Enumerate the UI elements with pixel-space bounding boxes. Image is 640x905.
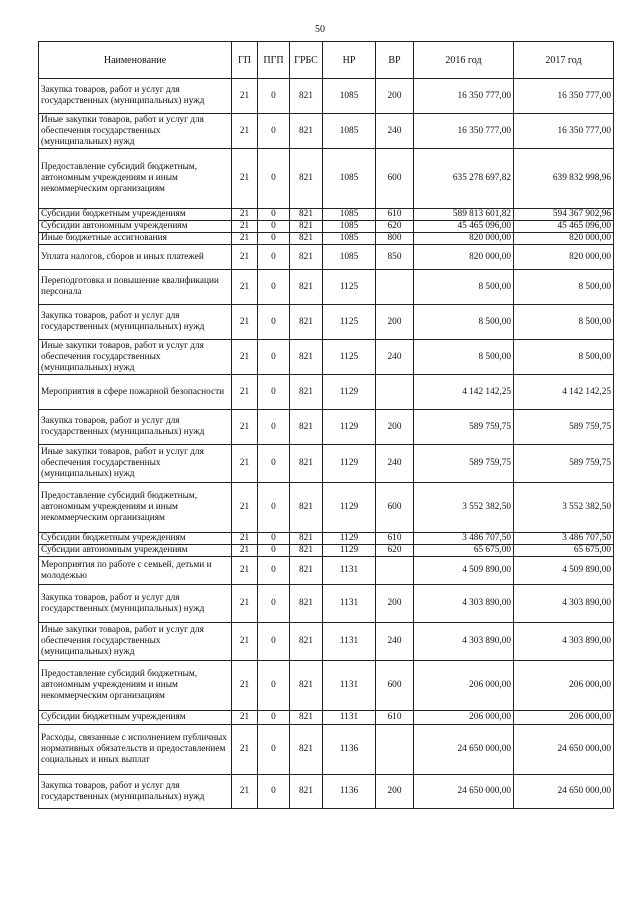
row-grbs: 821 <box>290 245 323 270</box>
table-row <box>39 410 614 445</box>
row-pgp: 0 <box>258 305 290 340</box>
row-vr: 620 <box>376 221 414 233</box>
row-gp: 21 <box>232 149 258 209</box>
row-vr: 200 <box>376 585 414 623</box>
header-pgp: ПГП <box>258 42 290 79</box>
page-number: 50 <box>315 24 325 35</box>
row-2017-amount: 8 500,00 <box>514 270 614 305</box>
row-gp: 21 <box>232 445 258 483</box>
row-pgp: 0 <box>258 149 290 209</box>
row-2017-amount: 65 675,00 <box>514 545 614 557</box>
row-vr: 200 <box>376 79 414 114</box>
row-2016-amount: 8 500,00 <box>414 270 514 305</box>
row-2017-amount: 45 465 096,00 <box>514 221 614 233</box>
row-2016-amount: 589 759,75 <box>414 410 514 445</box>
row-vr: 610 <box>376 533 414 545</box>
row-nr: 1129 <box>323 375 376 410</box>
row-pgp: 0 <box>258 79 290 114</box>
row-nr: 1125 <box>323 340 376 375</box>
table-row <box>39 221 614 233</box>
row-pgp: 0 <box>258 533 290 545</box>
row-vr: 620 <box>376 545 414 557</box>
row-2016-amount: 206 000,00 <box>414 711 514 725</box>
row-gp: 21 <box>232 375 258 410</box>
row-grbs: 821 <box>290 114 323 149</box>
row-grbs: 821 <box>290 305 323 340</box>
table-row <box>39 545 614 557</box>
row-gp: 21 <box>232 557 258 585</box>
row-grbs: 821 <box>290 545 323 557</box>
row-name: Предоставление субсидий бюджетным, автономным учреждениям и иным некоммерческим организациям <box>39 661 232 711</box>
row-2017-amount: 4 303 890,00 <box>514 623 614 661</box>
row-pgp: 0 <box>258 340 290 375</box>
row-grbs: 821 <box>290 711 323 725</box>
row-2016-amount: 24 650 000,00 <box>414 725 514 775</box>
row-2016-amount: 16 350 777,00 <box>414 114 514 149</box>
table-row <box>39 245 614 270</box>
row-grbs: 821 <box>290 209 323 221</box>
row-grbs: 821 <box>290 533 323 545</box>
header-2017: 2017 год <box>514 42 614 79</box>
row-gp: 21 <box>232 221 258 233</box>
row-pgp: 0 <box>258 483 290 533</box>
row-vr <box>376 270 414 305</box>
header-row <box>39 42 614 79</box>
row-nr: 1131 <box>323 623 376 661</box>
row-name: Закупка товаров, работ и услуг для государственных (муниципальных) нужд <box>39 585 232 623</box>
row-2017-amount: 24 650 000,00 <box>514 725 614 775</box>
row-nr: 1129 <box>323 445 376 483</box>
table-row <box>39 114 614 149</box>
row-grbs: 821 <box>290 445 323 483</box>
row-name: Переподготовка и повышение квалификации персонала <box>39 270 232 305</box>
row-vr <box>376 375 414 410</box>
header-gp: ГП <box>232 42 258 79</box>
row-nr: 1129 <box>323 533 376 545</box>
row-gp: 21 <box>232 711 258 725</box>
row-2017-amount: 24 650 000,00 <box>514 775 614 809</box>
table-row <box>39 483 614 533</box>
row-gp: 21 <box>232 725 258 775</box>
row-pgp: 0 <box>258 623 290 661</box>
row-vr: 200 <box>376 305 414 340</box>
table-row <box>39 340 614 375</box>
row-2017-amount: 16 350 777,00 <box>514 79 614 114</box>
row-name: Субсидии бюджетным учреждениям <box>39 533 232 545</box>
row-nr: 1085 <box>323 233 376 245</box>
row-2016-amount: 820 000,00 <box>414 233 514 245</box>
row-nr: 1085 <box>323 149 376 209</box>
row-2016-amount: 45 465 096,00 <box>414 221 514 233</box>
row-name: Уплата налогов, сборов и иных платежей <box>39 245 232 270</box>
row-name: Субсидии бюджетным учреждениям <box>39 209 232 221</box>
row-2016-amount: 3 486 707,50 <box>414 533 514 545</box>
row-pgp: 0 <box>258 585 290 623</box>
row-nr: 1085 <box>323 114 376 149</box>
row-vr: 200 <box>376 775 414 809</box>
row-nr: 1085 <box>323 209 376 221</box>
row-gp: 21 <box>232 775 258 809</box>
row-name: Предоставление субсидий бюджетным, автономным учреждениям и иным некоммерческим организациям <box>39 149 232 209</box>
row-vr: 800 <box>376 233 414 245</box>
row-pgp: 0 <box>258 545 290 557</box>
row-vr: 600 <box>376 661 414 711</box>
row-2016-amount: 8 500,00 <box>414 305 514 340</box>
budget-table <box>38 41 614 809</box>
row-2016-amount: 589 759,75 <box>414 445 514 483</box>
row-nr: 1131 <box>323 661 376 711</box>
row-vr: 240 <box>376 623 414 661</box>
row-grbs: 821 <box>290 775 323 809</box>
row-pgp: 0 <box>258 711 290 725</box>
row-vr <box>376 725 414 775</box>
row-2017-amount: 3 552 382,50 <box>514 483 614 533</box>
row-2017-amount: 820 000,00 <box>514 245 614 270</box>
table-row <box>39 585 614 623</box>
header-name: Наименование <box>39 42 232 79</box>
row-2017-amount: 594 367 902,96 <box>514 209 614 221</box>
table-row <box>39 445 614 483</box>
row-nr: 1129 <box>323 483 376 533</box>
row-pgp: 0 <box>258 233 290 245</box>
table-row <box>39 711 614 725</box>
row-name: Субсидии автономным учреждениям <box>39 545 232 557</box>
row-grbs: 821 <box>290 410 323 445</box>
row-vr: 200 <box>376 410 414 445</box>
row-2016-amount: 820 000,00 <box>414 245 514 270</box>
row-name: Закупка товаров, работ и услуг для государственных (муниципальных) нужд <box>39 305 232 340</box>
row-2017-amount: 8 500,00 <box>514 340 614 375</box>
row-2017-amount: 16 350 777,00 <box>514 114 614 149</box>
row-gp: 21 <box>232 305 258 340</box>
row-vr: 610 <box>376 209 414 221</box>
row-vr: 240 <box>376 114 414 149</box>
row-2016-amount: 635 278 697,82 <box>414 149 514 209</box>
row-name: Иные закупки товаров, работ и услуг для обеспечения государственных (муниципальных) нужд <box>39 114 232 149</box>
row-pgp: 0 <box>258 775 290 809</box>
row-vr <box>376 557 414 585</box>
row-pgp: 0 <box>258 114 290 149</box>
row-pgp: 0 <box>258 725 290 775</box>
row-pgp: 0 <box>258 209 290 221</box>
row-2017-amount: 3 486 707,50 <box>514 533 614 545</box>
row-pgp: 0 <box>258 661 290 711</box>
table-row <box>39 775 614 809</box>
row-gp: 21 <box>232 545 258 557</box>
row-2017-amount: 8 500,00 <box>514 305 614 340</box>
row-name: Субсидии автономным учреждениям <box>39 221 232 233</box>
row-grbs: 821 <box>290 585 323 623</box>
row-pgp: 0 <box>258 375 290 410</box>
row-name: Иные закупки товаров, работ и услуг для обеспечения государственных (муниципальных) нужд <box>39 445 232 483</box>
header-vr: ВР <box>376 42 414 79</box>
table-row <box>39 375 614 410</box>
row-name: Мероприятия в сфере пожарной безопасности <box>39 375 232 410</box>
row-2017-amount: 206 000,00 <box>514 711 614 725</box>
row-2017-amount: 4 142 142,25 <box>514 375 614 410</box>
row-grbs: 821 <box>290 725 323 775</box>
row-pgp: 0 <box>258 410 290 445</box>
table-row <box>39 209 614 221</box>
row-2017-amount: 4 509 890,00 <box>514 557 614 585</box>
row-name: Закупка товаров, работ и услуг для государственных (муниципальных) нужд <box>39 775 232 809</box>
row-name: Предоставление субсидий бюджетным, автономным учреждениям и иным некоммерческим организациям <box>39 483 232 533</box>
table-row <box>39 533 614 545</box>
row-name: Расходы, связанные с исполнением публичных нормативных обязательств и предоставлением социальных и иных выплат <box>39 725 232 775</box>
table-row <box>39 305 614 340</box>
header-nr: НР <box>323 42 376 79</box>
row-nr: 1131 <box>323 557 376 585</box>
row-pgp: 0 <box>258 557 290 585</box>
row-name: Иные бюджетные ассигнования <box>39 233 232 245</box>
row-grbs: 821 <box>290 623 323 661</box>
row-pgp: 0 <box>258 445 290 483</box>
row-gp: 21 <box>232 585 258 623</box>
row-grbs: 821 <box>290 375 323 410</box>
row-grbs: 821 <box>290 79 323 114</box>
row-name: Закупка товаров, работ и услуг для государственных (муниципальных) нужд <box>39 410 232 445</box>
row-2016-amount: 16 350 777,00 <box>414 79 514 114</box>
row-vr: 600 <box>376 483 414 533</box>
row-2016-amount: 8 500,00 <box>414 340 514 375</box>
table-row <box>39 149 614 209</box>
row-nr: 1125 <box>323 270 376 305</box>
table-row <box>39 725 614 775</box>
table-row <box>39 623 614 661</box>
row-name: Иные закупки товаров, работ и услуг для обеспечения государственных (муниципальных) нужд <box>39 623 232 661</box>
table-row <box>39 557 614 585</box>
row-pgp: 0 <box>258 221 290 233</box>
row-nr: 1136 <box>323 775 376 809</box>
row-grbs: 821 <box>290 661 323 711</box>
row-gp: 21 <box>232 79 258 114</box>
row-name: Мероприятия по работе с семьей, детьми и молодежью <box>39 557 232 585</box>
row-2016-amount: 24 650 000,00 <box>414 775 514 809</box>
row-gp: 21 <box>232 209 258 221</box>
header-grbs: ГРБС <box>290 42 323 79</box>
table-row <box>39 233 614 245</box>
row-gp: 21 <box>232 533 258 545</box>
table-row <box>39 79 614 114</box>
row-2016-amount: 65 675,00 <box>414 545 514 557</box>
row-2016-amount: 3 552 382,50 <box>414 483 514 533</box>
row-nr: 1085 <box>323 79 376 114</box>
row-vr: 240 <box>376 340 414 375</box>
row-gp: 21 <box>232 233 258 245</box>
row-vr: 240 <box>376 445 414 483</box>
row-nr: 1129 <box>323 410 376 445</box>
row-nr: 1136 <box>323 725 376 775</box>
row-grbs: 821 <box>290 221 323 233</box>
row-nr: 1085 <box>323 245 376 270</box>
row-grbs: 821 <box>290 483 323 533</box>
row-gp: 21 <box>232 245 258 270</box>
row-nr: 1131 <box>323 711 376 725</box>
row-name: Закупка товаров, работ и услуг для государственных (муниципальных) нужд <box>39 79 232 114</box>
row-gp: 21 <box>232 483 258 533</box>
row-vr: 610 <box>376 711 414 725</box>
row-gp: 21 <box>232 340 258 375</box>
row-2016-amount: 4 303 890,00 <box>414 623 514 661</box>
row-nr: 1129 <box>323 545 376 557</box>
row-2017-amount: 589 759,75 <box>514 410 614 445</box>
row-2016-amount: 206 000,00 <box>414 661 514 711</box>
row-nr: 1085 <box>323 221 376 233</box>
row-gp: 21 <box>232 270 258 305</box>
row-name: Иные закупки товаров, работ и услуг для обеспечения государственных (муниципальных) нужд <box>39 340 232 375</box>
row-2016-amount: 4 509 890,00 <box>414 557 514 585</box>
header-2016: 2016 год <box>414 42 514 79</box>
row-2016-amount: 589 813 601,82 <box>414 209 514 221</box>
table-row <box>39 270 614 305</box>
row-pgp: 0 <box>258 245 290 270</box>
row-gp: 21 <box>232 410 258 445</box>
row-gp: 21 <box>232 661 258 711</box>
row-grbs: 821 <box>290 233 323 245</box>
row-gp: 21 <box>232 623 258 661</box>
row-2017-amount: 206 000,00 <box>514 661 614 711</box>
row-2017-amount: 820 000,00 <box>514 233 614 245</box>
row-gp: 21 <box>232 114 258 149</box>
row-2017-amount: 639 832 998,96 <box>514 149 614 209</box>
row-2016-amount: 4 142 142,25 <box>414 375 514 410</box>
table-row <box>39 661 614 711</box>
row-vr: 850 <box>376 245 414 270</box>
row-2017-amount: 4 303 890,00 <box>514 585 614 623</box>
row-grbs: 821 <box>290 557 323 585</box>
row-grbs: 821 <box>290 340 323 375</box>
row-name: Субсидии бюджетным учреждениям <box>39 711 232 725</box>
row-vr: 600 <box>376 149 414 209</box>
row-grbs: 821 <box>290 149 323 209</box>
row-nr: 1125 <box>323 305 376 340</box>
row-nr: 1131 <box>323 585 376 623</box>
row-2016-amount: 4 303 890,00 <box>414 585 514 623</box>
row-grbs: 821 <box>290 270 323 305</box>
row-2017-amount: 589 759,75 <box>514 445 614 483</box>
row-pgp: 0 <box>258 270 290 305</box>
